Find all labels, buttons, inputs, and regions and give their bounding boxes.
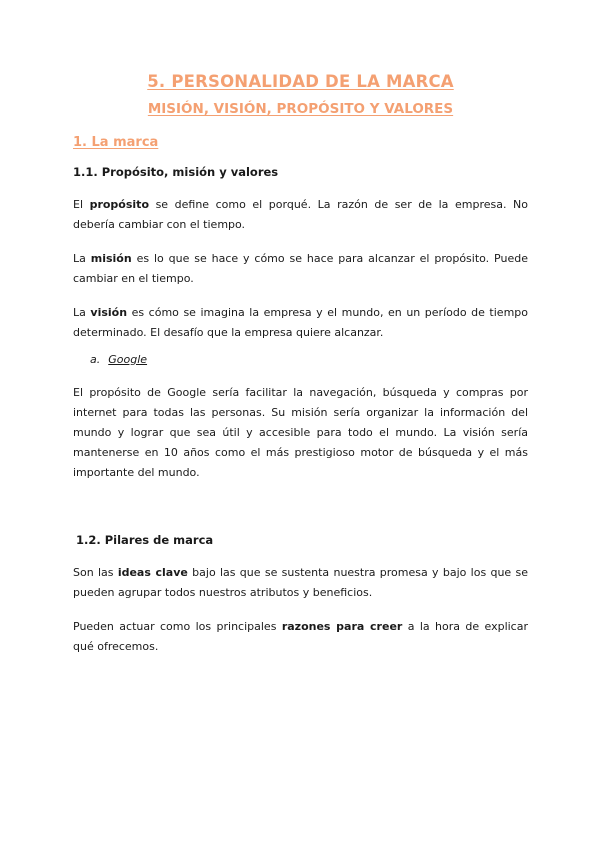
paragraph-mision: [73, 249, 528, 289]
text-run: La: [73, 252, 91, 265]
text-run: a la hora de explicar qué ofrecemos.: [73, 620, 528, 653]
bold-term-proposito: propósito: [89, 198, 149, 211]
list-marker: a.: [90, 353, 101, 366]
document-page: [73, 70, 528, 657]
list-item-google: [90, 351, 528, 369]
text-run: es cómo se imagina la empresa y el mundo, en un período de tiempo determinado. El desafío que la empresa quiere alcanzar.: [73, 306, 528, 339]
bold-term-vision: visión: [90, 306, 128, 319]
text-run: se define como el porqué. La razón de ser de la empresa. No debería cambiar con el tiempo.: [73, 198, 528, 231]
section-heading-la-marca: 1. La marca: [73, 135, 159, 150]
text-run: El: [73, 198, 90, 211]
text-run: bajo las que se sustenta nuestra promesa y bajo los que se pueden agrupar todos nuestros atributos y beneficios.: [73, 566, 528, 599]
document-title: 5. PERSONALIDAD DE LA MARCA: [147, 72, 454, 91]
google-link[interactable]: Google: [108, 353, 148, 366]
bold-term-razones: razones para creer: [281, 620, 403, 633]
paragraph-pilares-2: [73, 617, 528, 657]
subsection-heading-proposito: 1.1. Propósito, misión y valores: [73, 165, 279, 179]
text-run: Pueden actuar como los principales: [73, 620, 282, 633]
text-run: es lo que se hace y cómo se hace para alcanzar el propósito. Puede cambiar en el tiempo.: [73, 252, 528, 285]
text-run: Son las: [73, 566, 118, 579]
paragraph-vision: [73, 303, 528, 343]
bold-term-mision: misión: [90, 252, 132, 265]
text-run: La: [73, 306, 91, 319]
paragraph-pilares-1: [73, 563, 528, 603]
paragraph-google: El propósito de Google sería facilitar la navegación, búsqueda y compras por internet para todas las personas. Su misión sería organizar la información del mundo y lograr que sea útil y accesible para todo el mundo. La visión sería mantenerse en 10 años como el más prestigioso motor de búsqueda y el más importante del mundo.: [73, 386, 528, 479]
bold-term-ideas-clave: ideas clave: [117, 566, 188, 579]
spacer: [73, 483, 528, 521]
paragraph-proposito: [73, 195, 528, 235]
subsection-heading-pilares: 1.2. Pilares de marca: [76, 533, 214, 547]
document-subtitle: MISIÓN, VISIÓN, PROPÓSITO Y VALORES: [147, 101, 454, 117]
